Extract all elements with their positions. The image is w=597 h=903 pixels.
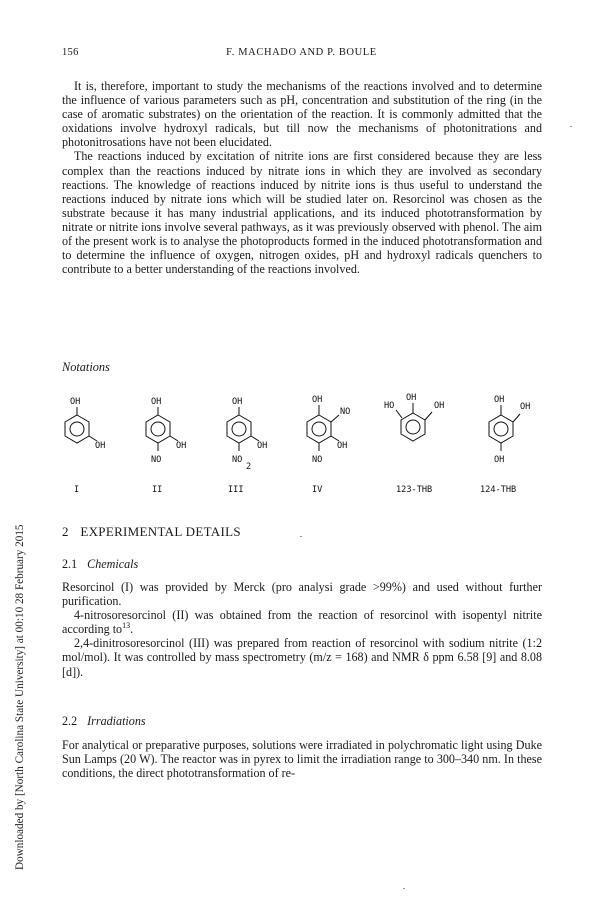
structure-IV-substituent-2: NO: [340, 407, 351, 417]
structure-III-label: III: [228, 485, 244, 495]
download-watermark: [4, 230, 26, 870]
notations-structures: [60, 388, 550, 500]
structure-123-THB-substituent-2: OH: [406, 393, 417, 403]
structure-124-THB-label: 124-THB: [480, 485, 517, 495]
intro-paragraph-2: The reactions induced by excitation of nitrite ions are first considered because they are less complex than the reactions induced by nitrate ions in which they are involved as secondary reactions. The knowledge of reactions induced by nitrite ions is thus useful to understand the reactions induced by nitrate ions which will be studied later on. Resorcinol was chosen as the substrate because it has many industrial applications, and its induced phototransformation by nitrate or nitrite ions involve several pathways, as it was previously observed with phenol. The aim of the present work is to analyse the photoproducts formed in the induced phototransformation and to determine the influence of oxygen, nitrogen oxides, pH and hydroxyl radicals quenchers to contribute to a better understanding of the reactions involved.: [62, 149, 542, 277]
structure-II-substituent-1: OH: [151, 397, 162, 407]
intro-paragraph-1: It is, therefore, important to study the mechanisms of the reactions involved and to determine the influence of various parameters such as pH, concentration and substitution of the ring (in the case of aromatic substrates) on the orientation of the reaction. It is commonly admitted that the oxidations involve hydroxyl radicals, but till now the mechanisms of photonitrations and photonitrosations have not been elucidated.: [62, 79, 542, 150]
structure-III: [227, 397, 267, 495]
chemicals-paragraph-2-text: 4-nitrosoresorcinol (II) was obtained from the reaction of resorcinol with isopentyl nitrite according to: [62, 608, 542, 637]
subsection-irradiations-title: Irradiations: [87, 714, 146, 728]
chemicals-section: [62, 580, 542, 679]
structure-124-THB-ring: [489, 415, 513, 443]
structure-I-substituent-1: OH: [70, 397, 81, 407]
chemicals-paragraph-2: [62, 608, 542, 636]
structure-II-label: II: [152, 485, 163, 495]
structure-I-label: I: [74, 485, 80, 495]
structure-I-substituent-2: OH: [95, 441, 106, 451]
structure-III-subscript: 2: [246, 462, 252, 472]
structure-IV-label: IV: [312, 485, 323, 495]
subsection-chemicals-number: 2.1: [62, 557, 78, 571]
structure-124-THB-substituent-3: OH: [494, 455, 505, 465]
notations-heading: Notations: [62, 360, 110, 374]
section-number: 2: [62, 524, 69, 539]
structure-IV: [307, 395, 350, 495]
page-header: [62, 47, 541, 63]
structure-123-THB-substituent-1: HO: [384, 401, 395, 411]
structure-III-ring: [227, 415, 251, 443]
structure-II: [146, 397, 186, 495]
irradiations-paragraph-1: For analytical or preparative purposes, solutions were irradiated in polychromatic light using Duke Sun Lamps (20 W). The reactor was in pyrex to limit the irradiation range to 300–340 nm. In these conditions, the direct phototransformation of re-: [62, 738, 542, 781]
structure-124-THB: [480, 395, 530, 495]
chemicals-paragraph-3: 2,4-dinitrosoresorcinol (III) was prepared from reaction of resorcinol with sodium nitrite (1:2 mol/mol). It was controlled by mass spectrometry (m/z = 168) and NMR δ ppm 6.58 [9] and 8.08 [d]).: [62, 636, 542, 679]
structure-IV-ring: [307, 415, 331, 443]
scan-speck: [300, 536, 302, 537]
intro-section: [62, 79, 542, 276]
chemicals-paragraph-1: Resorcinol (I) was provided by Merck (pro analysi grade >99%) and used without further purification.: [62, 580, 542, 609]
structure-123-THB-label: 123-THB: [396, 485, 433, 495]
subsection-chemicals-heading: [62, 557, 138, 572]
subsection-irradiations-heading: [62, 714, 146, 729]
structure-IV-substituent-4: NO: [312, 455, 323, 465]
scan-speck: [570, 126, 572, 127]
page-number: 156: [62, 47, 79, 58]
structure-123-THB-ring: [401, 413, 425, 441]
subsection-chemicals-title: Chemicals: [87, 557, 139, 571]
structure-III-substituent-1: OH: [232, 397, 243, 407]
structure-II-substituent-2: OH: [176, 441, 187, 451]
irradiations-section: [62, 738, 542, 780]
structures-figure: [60, 388, 550, 500]
section-title: EXPERIMENTAL DETAILS: [80, 524, 241, 539]
structure-II-ring: [146, 415, 170, 443]
structure-123-THB: [384, 393, 444, 495]
structure-III-substituent-3: NO: [232, 455, 243, 465]
structure-I-ring: [65, 415, 89, 443]
structure-124-THB-substituent-1: OH: [494, 395, 505, 405]
structure-I: [65, 397, 105, 495]
scan-speck: [403, 888, 405, 889]
structure-IV-substituent-1: OH: [312, 395, 323, 405]
structure-124-THB-substituent-2: OH: [520, 402, 531, 412]
watermark-text: Downloaded by [North Carolina State University] at 00:10 28 February 2015: [14, 524, 26, 870]
running-head: F. MACHADO AND P. BOULE: [226, 47, 377, 58]
subsection-irradiations-number: 2.2: [62, 714, 78, 728]
chemicals-paragraph-2-end: .: [130, 622, 134, 637]
section-heading: [62, 524, 241, 540]
structure-II-substituent-3: NO: [151, 455, 162, 465]
structure-123-THB-substituent-3: OH: [434, 401, 445, 411]
structure-III-substituent-2: OH: [257, 441, 268, 451]
structure-IV-substituent-3: OH: [337, 441, 348, 451]
reference-superscript[interactable]: 13: [122, 621, 131, 631]
